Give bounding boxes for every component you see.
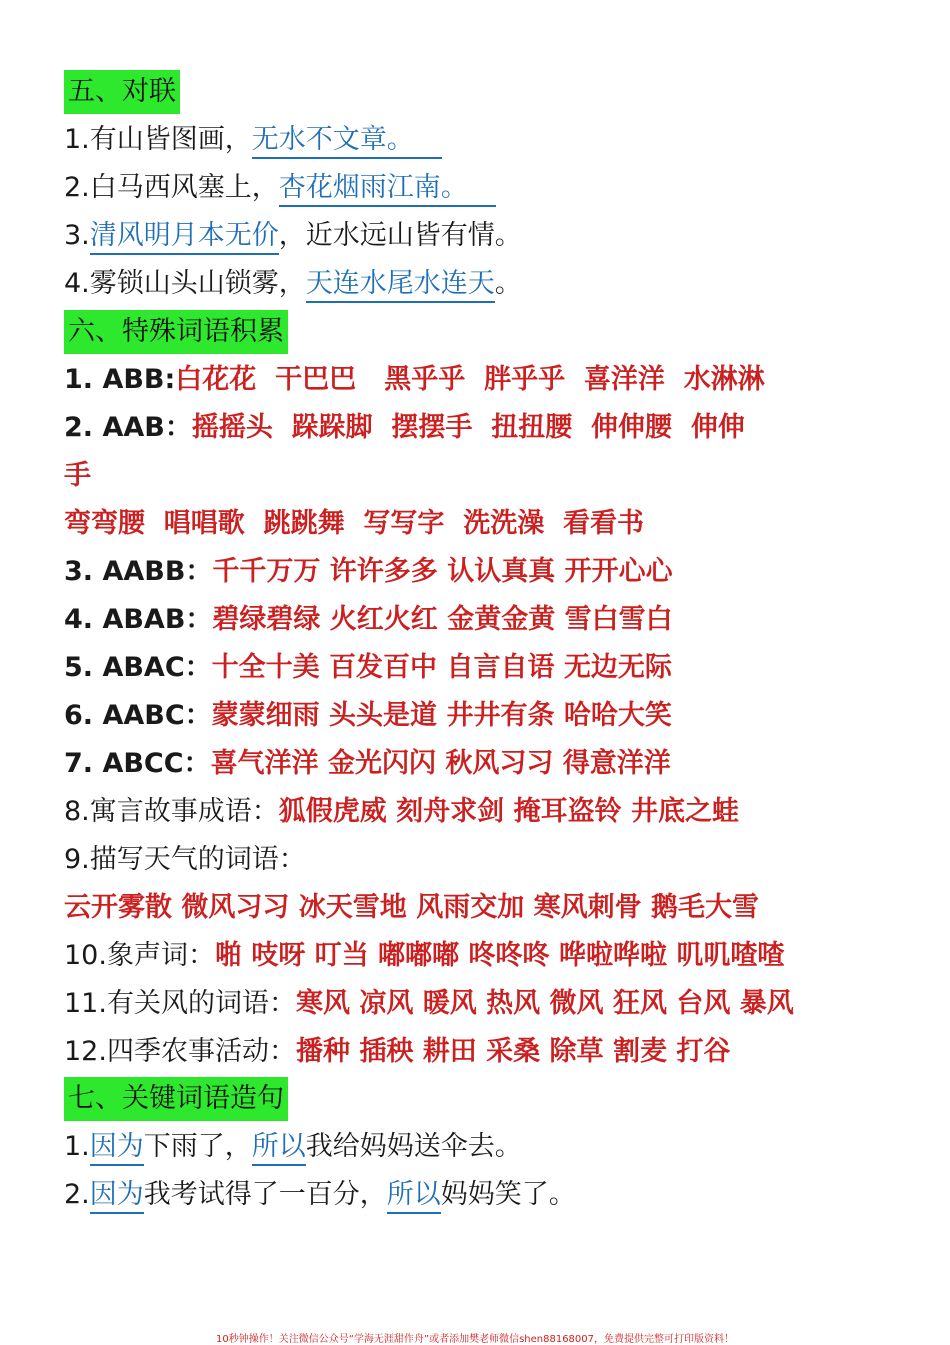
word-row-words: 云开雾散 微风习习 冰天雪地 风雨交加 寒风刺骨 鹅毛大雪 xyxy=(64,892,759,923)
word-row-words: 碧绿碧绿 火红火红 金黄金黄 雪白雪白 xyxy=(212,604,673,635)
couplet-1 xyxy=(64,118,442,162)
couplet-text: ，近水远山皆有情。 xyxy=(278,220,522,251)
couplet-answer: 清风明月本无价 xyxy=(90,219,279,255)
item-number: 1. xyxy=(64,1131,90,1162)
word-row-words: 蒙蒙细雨 头头是道 井井有条 哈哈大笑 xyxy=(211,700,672,731)
word-row-words: 白花花 干巴巴 黑乎乎 胖乎乎 喜洋洋 水淋淋 xyxy=(175,364,765,395)
section-6-heading: 六、特殊词语积累 xyxy=(64,310,288,354)
couplet-3 xyxy=(64,214,522,258)
couplet-text: 白马西风塞上， xyxy=(89,172,279,203)
word-row-words: 千千万万 许许多多 认认真真 开开心心 xyxy=(212,556,673,587)
item-number: 1. xyxy=(64,124,90,155)
item-number: 2. xyxy=(64,172,90,203)
word-row-label: 12.四季农事活动： xyxy=(64,1036,296,1067)
word-row-words: 喜气洋洋 金光闪闪 秋风习习 得意洋洋 xyxy=(210,748,671,779)
word-row xyxy=(64,502,644,546)
word-row-label: 3. AABB： xyxy=(64,556,213,587)
section-7-heading-row xyxy=(64,1077,288,1121)
word-row-words: 摇摇头 跺跺脚 摆摆手 扭扭腰 伸伸腰 伸伸 xyxy=(191,412,745,443)
section-7-heading: 七、关键词语造句 xyxy=(64,1077,288,1121)
word-row-words: 狐假虎威 刻舟求剑 掩耳盗铃 井底之蛙 xyxy=(278,796,739,827)
item-number: 3. xyxy=(64,220,90,251)
footer-note: 10秒钟操作！关注微信公众号“学海无涯甜作舟”或者添加樊老师微信shen88168007，免费提供完整可打印版资料！ xyxy=(215,1334,735,1345)
keyword-because: 因为 xyxy=(90,1178,144,1214)
couplet-text: 雾锁山头山锁雾， xyxy=(89,268,306,299)
keyword-so: 所以 xyxy=(252,1130,306,1166)
item-number: 2. xyxy=(64,1179,90,1210)
word-row-label: 11.有关风的词语： xyxy=(64,988,296,1019)
word-row xyxy=(64,694,672,738)
word-row-label: 4. ABAB： xyxy=(64,604,213,635)
sentence-1 xyxy=(64,1125,522,1169)
word-row-label: 10.象声词： xyxy=(64,940,215,971)
couplet-2 xyxy=(64,166,496,210)
sentence-text: 下雨了， xyxy=(143,1131,252,1162)
keyword-so: 所以 xyxy=(387,1178,441,1214)
word-row xyxy=(64,550,673,594)
word-row-label: 9.描写天气的词语： xyxy=(64,844,306,875)
word-row-words: 播种 插秧 耕田 采桑 除草 割麦 打谷 xyxy=(295,1036,731,1067)
section-5-heading-row xyxy=(64,70,180,114)
word-row-words: 寒风 凉风 暖风 热风 微风 狂风 台风 暴风 xyxy=(295,988,794,1019)
word-row xyxy=(64,454,91,498)
word-row-words: 啪 吱呀 叮当 嘟嘟嘟 咚咚咚 哗啦哗啦 叽叽喳喳 xyxy=(214,940,785,971)
word-row xyxy=(64,406,745,450)
word-row-words: 弯弯腰 唱唱歌 跳跳舞 写写字 洗洗澡 看看书 xyxy=(64,508,644,539)
word-row-label: 6. AABC： xyxy=(64,700,212,731)
word-row xyxy=(64,598,673,642)
item-number: 4. xyxy=(64,268,90,299)
word-row xyxy=(64,838,306,882)
word-row-words: 十全十美 百发百中 自言自语 无边无际 xyxy=(211,652,672,683)
word-row xyxy=(64,982,794,1026)
word-row xyxy=(64,358,765,402)
word-row-label: 7. ABCC： xyxy=(64,748,211,779)
section-6-heading-row xyxy=(64,310,288,354)
sentence-2 xyxy=(64,1173,576,1217)
word-row-label: 1. ABB: xyxy=(64,364,176,395)
couplet-answer: 无水不文章。 xyxy=(252,123,442,159)
word-row xyxy=(64,646,672,690)
couplet-4: 4.雾锁山头山锁雾，天连水尾水连天。 xyxy=(64,262,522,306)
word-row xyxy=(64,742,671,786)
word-row xyxy=(64,1030,730,1074)
word-row xyxy=(64,886,759,930)
word-row xyxy=(64,934,784,978)
couplet-answer: 杏花烟雨江南。 xyxy=(279,171,496,207)
word-row-words: 手 xyxy=(64,460,91,491)
keyword-because: 因为 xyxy=(90,1130,144,1166)
sentence-text: 我考试得了一百分， xyxy=(143,1179,387,1210)
word-row-label: 8.寓言故事成语： xyxy=(64,796,279,827)
word-row-label: 2. AAB： xyxy=(64,412,192,443)
word-row-label: 5. ABAC： xyxy=(64,652,212,683)
section-5-heading: 五、对联 xyxy=(64,70,180,114)
word-row xyxy=(64,790,739,834)
couplet-answer: 天连水尾水连天 xyxy=(306,267,495,303)
couplet-text: 有山皆图画， xyxy=(89,124,252,155)
sentence-text: 妈妈笑了。 xyxy=(440,1179,576,1210)
sentence-text: 我给妈妈送伞去。 xyxy=(305,1131,522,1162)
